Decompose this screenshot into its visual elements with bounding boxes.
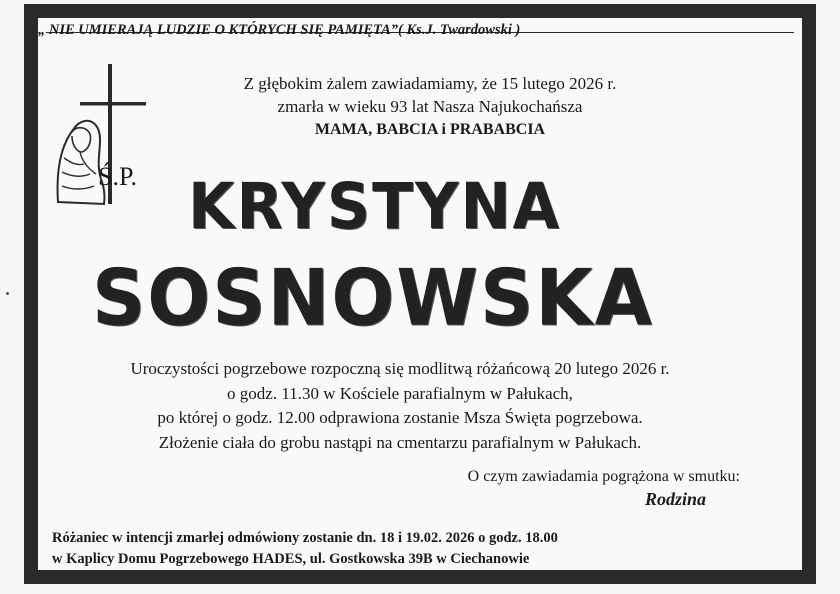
last-name: SOSNOWSKA	[92, 252, 654, 344]
name-prefix: Ś.P.	[98, 162, 138, 191]
ceremony-line: o godz. 11.30 w Kościele parafialnym w Pałukach,	[227, 383, 573, 403]
notice-line: zmarła w wieku 93 lat Nasza Najukochańsza	[277, 97, 583, 116]
epigraph-quote: „ NIE UMIERAJĄ LUDZIE O KTÓRYCH SIĘ PAMIĘTA”( Ks.J. Twardowski )	[38, 22, 521, 38]
rosary-line: w Kaplicy Domu Pogrzebowego HADES, ul. Gostkowska 39B w Ciechanowie	[52, 551, 530, 567]
ceremony-line: po której o godz. 12.00 odprawiona zostanie Msza Święta pogrzebowa.	[157, 408, 643, 427]
death-notice	[200, 72, 660, 141]
rosary-info	[52, 528, 772, 570]
funeral-details	[50, 357, 750, 455]
scan-speck	[6, 292, 9, 295]
notice-line: Z głębokim żalem zawiadamiamy, że 15 lutego 2026 r.	[243, 74, 617, 93]
mourners-line: O czym zawiadamia pogrążona w smutku:	[467, 468, 740, 485]
ceremony-line: Złożenie ciała do grobu nastąpi na cmentarzu parafialnym w Pałukach.	[158, 432, 642, 452]
relations: MAMA, BABCIA i PRABABCIA	[314, 121, 546, 138]
first-name: KRYSTYNA	[188, 170, 562, 244]
rosary-line: Różaniec w intencji zmarłej odmówiony zostanie dn. 18 i 19.02. 2026 o godz. 18.00	[52, 530, 558, 546]
mourners	[420, 466, 740, 510]
ceremony-line: Uroczystości pogrzebowe rozpoczną się modlitwą różańcową 20 lutego 2026 r.	[130, 359, 670, 378]
family-signature: Rodzina	[644, 489, 706, 509]
